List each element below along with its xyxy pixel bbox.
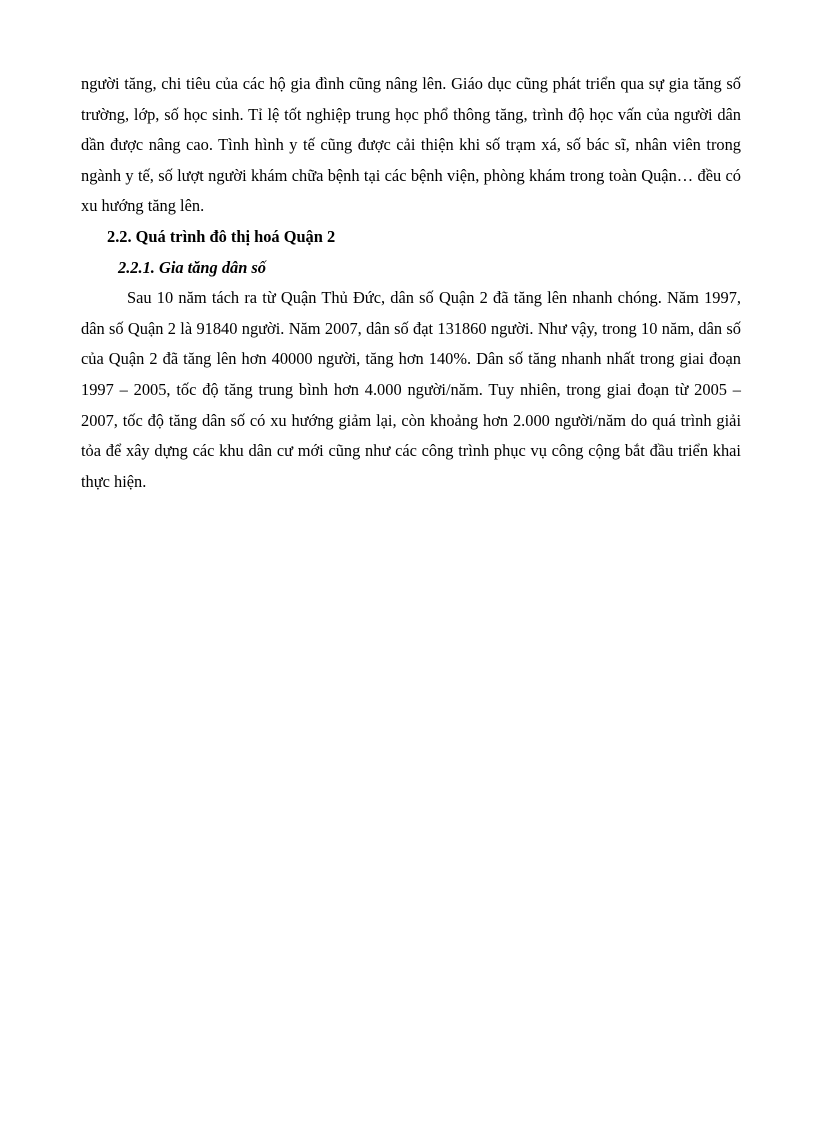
document-page <box>81 69 741 497</box>
section-heading: 2.2. Quá trình đô thị hoá Quận 2 <box>107 226 336 246</box>
body-paragraph-population: Sau 10 năm tách ra từ Quận Thủ Đức, dân số Quận 2 đã tăng lên nhanh chóng. Năm 1997, dân số Quận 2 là 91840 người. Năm 2007, dân số đạt 131860 người. Như vậy, trong 10 năm, dân số của Quận 2 đã tăng lên hơn 40000 người, tăng hơn 140%. Dân số tăng nhanh nhất trong giai đoạn 1997 – 2005, tốc độ tăng trung bình hơn 4.000 người/năm. Tuy nhiên, trong giai đoạn từ 2005 – 2007, tốc độ tăng dân số có xu hướng giảm lại, còn khoảng hơn 2.000 người/năm do quá trình giải tỏa để xây dựng các khu dân cư mới cũng như các công trình phục vụ công cộng bắt đầu triển khai thực hiện. <box>81 288 741 491</box>
body-paragraph-continued: người tăng, chi tiêu của các hộ gia đình cũng nâng lên. Giáo dục cũng phát triển qua sự gia tăng số trường, lớp, số học sinh. Tỉ lệ tốt nghiệp trung học phổ thông tăng, trình độ học vấn của người dân dần được nâng cao. Tình hình y tế cũng được cải thiện khi số trạm xá, số bác sĩ, nhân viên trong ngành y tế, số lượt người khám chữa bệnh tại các bệnh viện, phòng khám trong toàn Quận… đều có xu hướng tăng lên. <box>81 74 741 216</box>
subsection-heading: 2.2.1. Gia tăng dân số <box>118 257 266 277</box>
